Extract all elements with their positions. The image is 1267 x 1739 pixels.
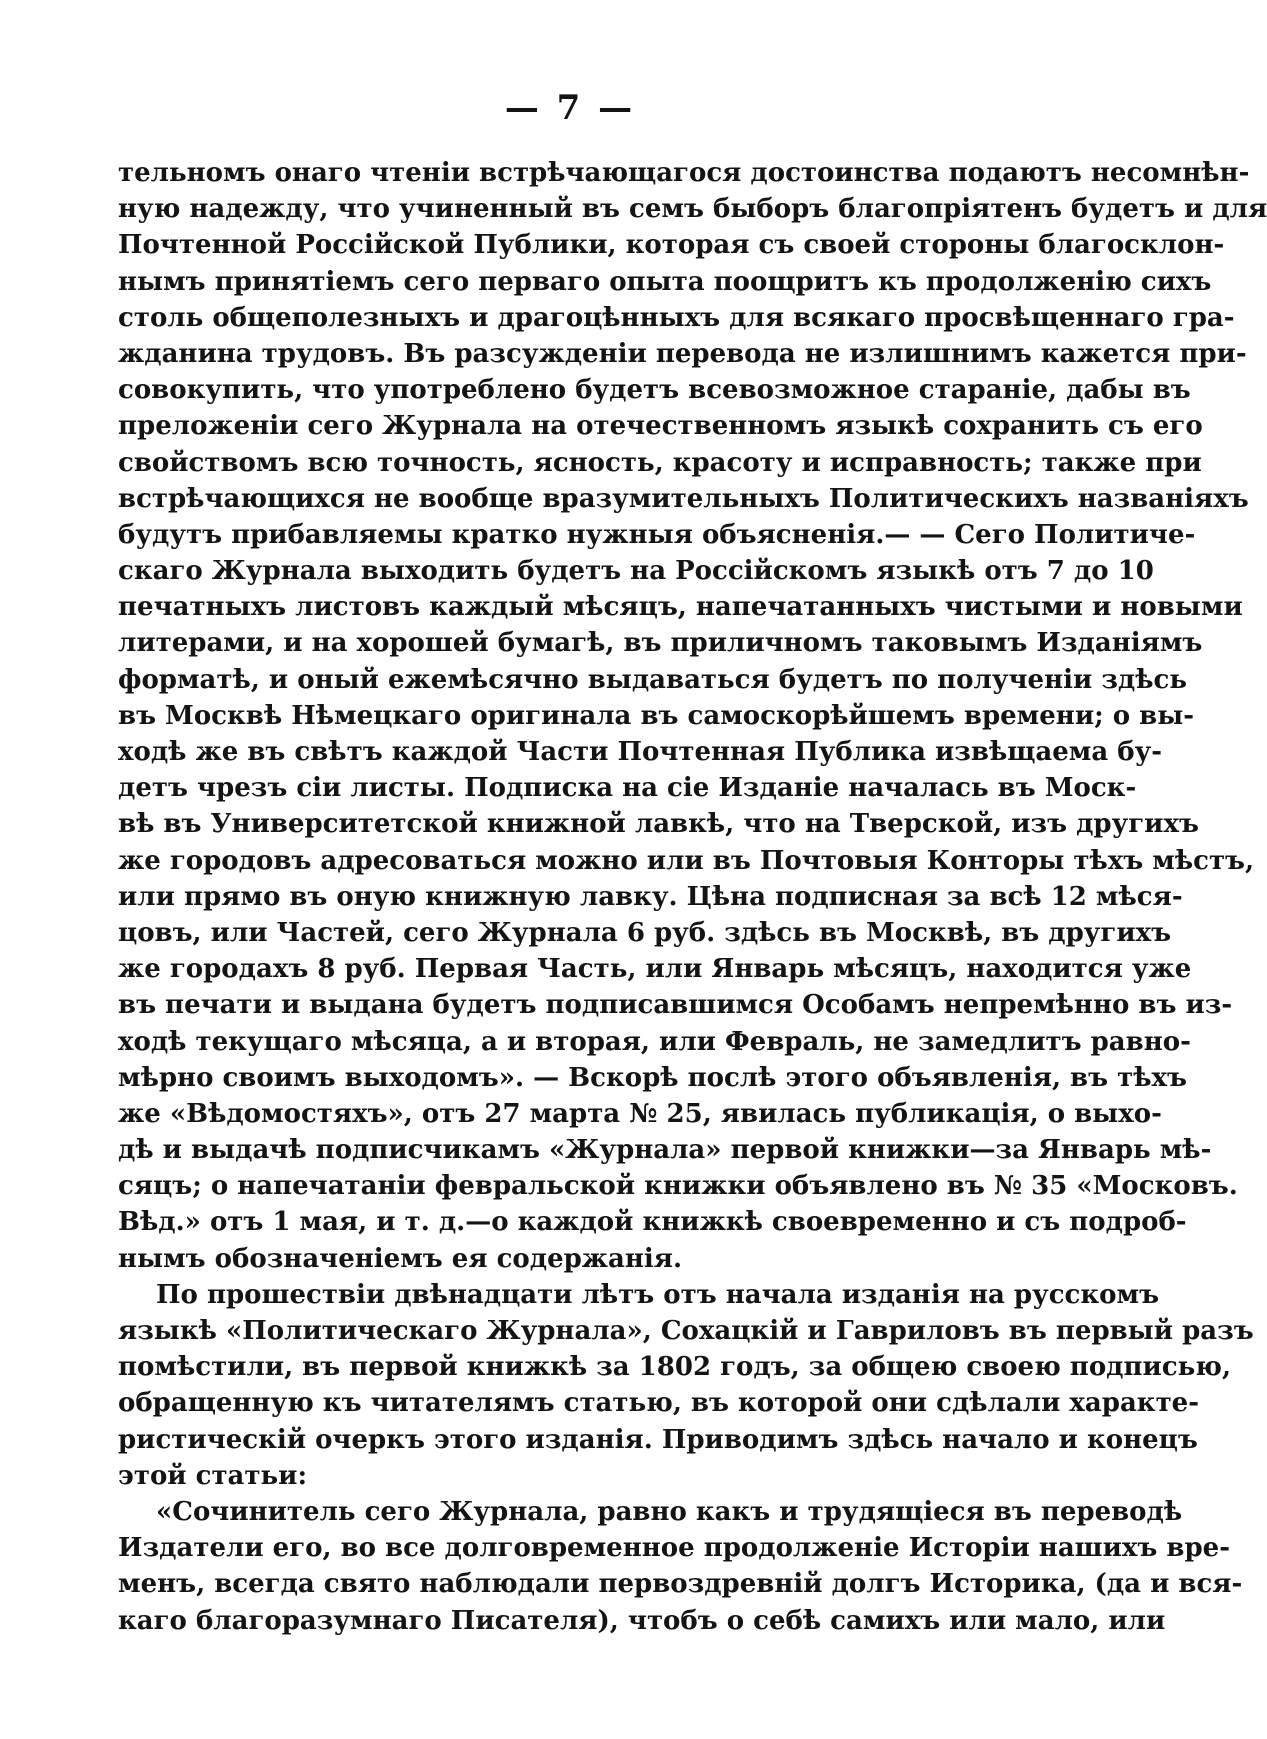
text-line: вѣ въ Университетской книжной лавкѣ, что на Тверской, изъ другихъ xyxy=(118,809,1199,840)
text-line: ристическiй очеркъ этого изданiя. Приводимъ здѣсь начало и конецъ xyxy=(118,1424,1198,1455)
body-text xyxy=(118,155,1267,1639)
text-line: этой статьи: xyxy=(118,1460,308,1491)
text-line: «Сочинитель сего Журнала, равно какъ и трудящiеся въ переводѣ xyxy=(156,1496,1183,1527)
text-line: Почтенной Россiйской Публики, которая съ своей стороны благосклон- xyxy=(118,230,1225,261)
text-line: скаго Журнала выходить будетъ на Россiйскомъ языкѣ отъ 7 до 10 xyxy=(118,556,1154,587)
paragraph xyxy=(118,155,1267,1277)
text-line: форматѣ, и оный ежемѣсячно выдаваться будетъ по полученiи здѣсь xyxy=(118,664,1187,695)
text-line: обращенную къ читателямъ статью, въ которой они сдѣлали характе- xyxy=(118,1388,1200,1419)
text-line: же городовъ адресоваться можно или въ Почтовыя Конторы тѣхъ мѣстъ, xyxy=(118,845,1255,876)
text-line: столь общеполезныхъ и драгоцѣнныхъ для всякаго просвѣщеннаго гра- xyxy=(118,302,1235,333)
text-line: ходѣ же въ свѣтъ каждой Части Почтенная Публика извѣщаема бу- xyxy=(118,737,1163,767)
text-line: По прошествiи двѣнадцати лѣтъ отъ начала изданiя на русскомъ xyxy=(156,1279,1160,1310)
text-line: тельномъ онаго чтенiи встрѣчающагося достоинства подаютъ несомнѣн- xyxy=(118,158,1250,188)
text-line: менъ, всегда свято наблюдали первоздревнiй долгъ Историка, (да и вся- xyxy=(118,1569,1243,1600)
text-line: жданина трудовъ. Въ разсужденiи перевода не излишнимъ кажется при- xyxy=(118,338,1247,369)
text-line: Вѣд.» отъ 1 мая, и т. д.—о каждой книжкѣ своевременно и съ подроб- xyxy=(118,1207,1187,1238)
text-line: помѣстили, въ первой книжкѣ за 1802 годъ, за общею своею подписью, xyxy=(118,1352,1232,1383)
text-line: или прямо въ оную книжную лавку. Цѣна подписная за всѣ 12 мѣся- xyxy=(118,881,1183,912)
text-line: въ Москвѣ Нѣмецкаго оригинала въ самоскорѣйшемъ времени; о вы- xyxy=(118,700,1195,731)
text-line: въ печати и выдана будетъ подписавшимся Особамъ непремѣнно въ из- xyxy=(118,990,1233,1021)
text-line: нымъ принятiемъ сего перваго опыта поощритъ къ продолженiю сихъ xyxy=(118,266,1212,297)
text-line: цовъ, или Частей, сего Журнала 6 руб. здѣсь въ Москвѣ, въ другихъ xyxy=(118,917,1172,948)
text-line: детъ чрезъ сiи листы. Подписка на сiе Изданiе началась въ Моск- xyxy=(118,773,1137,804)
text-line: свойствомъ всю точность, ясность, красоту и исправность; также при xyxy=(118,447,1202,478)
text-line: сяцъ; о напечатанiи февральской книжки объявлено въ № 35 «Московъ. xyxy=(118,1171,1238,1202)
page-number: — 7 — xyxy=(504,88,636,128)
text-line: преложенiи сего Журнала на отечественномъ языкѣ сохранить съ его xyxy=(118,411,1203,442)
text-line: ную надежду, что учиненный въ семъ быборъ благопрiятенъ будетъ и для xyxy=(118,194,1267,225)
paragraph xyxy=(118,1494,1243,1639)
text-line: дѣ и выдачѣ подписчикамъ «Журнала» первой книжки—за Январь мѣ- xyxy=(118,1135,1212,1166)
text-line: печатныхъ листовъ каждый мѣсяцъ, напечатанныхъ чистыми и новыми xyxy=(118,592,1243,623)
text-line: будутъ прибавляемы кратко нужныя объясненiя.— — Сего Политиче- xyxy=(118,519,1196,550)
text-line: Издатели его, во все долговременное продолженiе Исторiи нашихъ вре- xyxy=(118,1533,1230,1564)
text-line: ходѣ текущаго мѣсяца, а и вторая, или Февраль, не замедлитъ равно- xyxy=(118,1026,1191,1057)
text-line: же городахъ 8 руб. Первая Часть, или Январь мѣсяцъ, находится уже xyxy=(118,954,1192,985)
text-line: мѣрно своимъ выходомъ». — Вскорѣ послѣ этого объявленiя, въ тѣхъ xyxy=(118,1062,1187,1093)
text-line: совокупить, что употреблено будетъ всевозможное старанiе, дабы въ xyxy=(118,375,1191,406)
text-line: встрѣчающихся не вообще вразумительныхъ Политическихъ названiяхъ xyxy=(118,483,1249,514)
paragraph xyxy=(118,1277,1254,1494)
text-line: же «Вѣдомостяхъ», отъ 27 марта № 25, явилась публикацiя, о выхо- xyxy=(118,1098,1162,1129)
text-line: каго благоразумнаго Писателя), чтобъ о себѣ самихъ или мало, или xyxy=(118,1605,1166,1636)
text-line: нымъ обозначенiемъ ея содержанiя. xyxy=(118,1243,683,1274)
text-line: литерами, и на хорошей бумагѣ, въ приличномъ таковымъ Изданiямъ xyxy=(118,628,1203,659)
text-line: языкѣ «Политическаго Журнала», Сохацкiй и Гавриловъ въ первый разъ xyxy=(118,1316,1254,1346)
